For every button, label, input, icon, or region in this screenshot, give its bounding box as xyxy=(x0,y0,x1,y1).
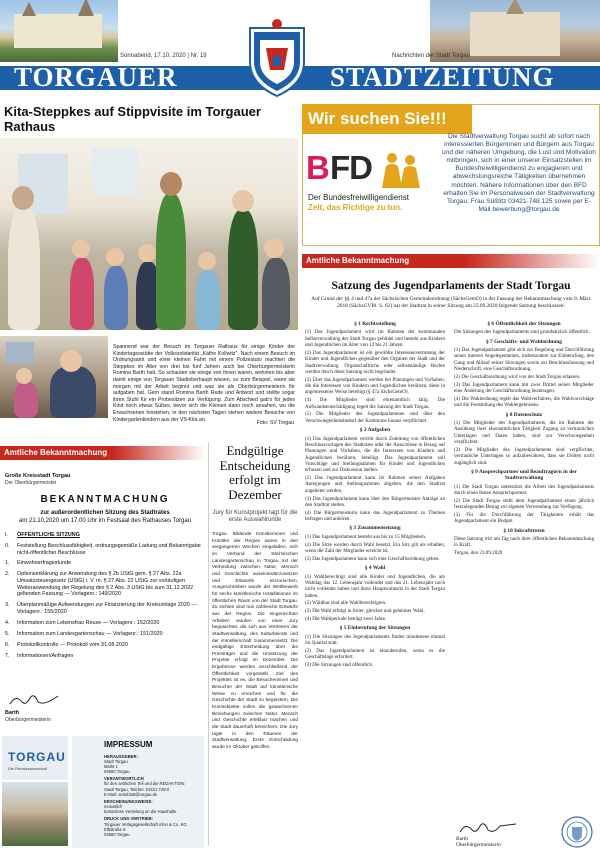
agenda-list xyxy=(5,532,205,664)
header-photo-castle xyxy=(0,0,118,62)
satzung-paragraph: (3) Die Wahl erfolgt in freier, gleicher und geheimer Wahl. xyxy=(305,608,425,615)
satzung-column-1 xyxy=(305,318,445,670)
impressum-line: Stadt Torgau, Telefon: 03421 748-0 xyxy=(104,786,170,792)
satzung-section-heading: § 3 Zusammensetzung xyxy=(349,525,401,532)
satzung-title: Satzung des Jugendparlaments der Stadt Torgau xyxy=(331,280,571,292)
notice-signature-role: Oberbürgermeisterin xyxy=(5,717,51,723)
satzung-paragraph: (2) Wählbar sind alle Wahlberechtigten. xyxy=(305,600,387,607)
satzung-paragraph: (1) Die Mitglieder des Jugendparlaments, die im Rahmen der Ausübung ihrer ehrenamtlichen Tätigkeit Zugang zu vertraulichen Unterlagen und Daten haben, sind zur Verschwiegenheit verpflichtet. xyxy=(454,419,594,445)
decision-body: Torgau. Bildende Künstlerinnen und Künstler der Region waren in den vergangenen Wochen eingeladen, sich im Verbund der Sächsischen Landesgartenschau in Torgau mit der Verbindung zwischen Natur, Mensch und Geschichte auseinanderzusetzen und Entwürfe einzureichen. Ausgeschrieben wurde der Wettbewerb für sechs künstlerische Installationen im öffentlichen Raum von der Stadt Torgau. Zu sichten sind nun zahlreiche Entwürfe aus der Region. Die eingereichten Arbeiten wurden von einer Jury begutachtet, die sich aus Vertretern der Stadtverwaltung, des Kulturbeirats und der Künstlerschaft zusammensetzt. Die endgültige Entscheidung über die Preisträger und die Umsetzung der Projekte erfolgt im Dezember. Die Ergebnisse werden anschließend der Öffentlichkeit vorgestellt. Ziel des Projektes ist es, die Besucherinnen und Besucher der Stadt auf künstlerische Weise zu erreichen und für die Geschichte der Stadt zu begeistern. Die Kunstobjekte sollen die gewachsenen Beziehungen zwischen Natur, Mensch und Geschichte erlebbar machen und die Stadt dauerhaft bereichern. Die Jury tagte in den Räumen der Stadtverwaltung. Erste Entscheidung wurde im Oktober getroffen. xyxy=(212,532,298,750)
agenda-item-number: 1. xyxy=(5,560,10,567)
impressum-line: kostenlose Verteilung an die Haushalte xyxy=(104,809,177,815)
satzung-paragraph: (4) Die Mitglieder sind ehrenamtlich tätig. Die Aufwandsentschädigung regelt die Satzung der Stadt Torgau. xyxy=(305,397,445,410)
satzung-column-2 xyxy=(454,318,594,558)
agenda-item-text: Feststellung Beschlussfähigkeit, ordnungsgemäße Ladung und Bekanntgabe nicht-öffentlicher Beschlüsse xyxy=(17,542,201,556)
agenda-item-number: 0. xyxy=(5,542,10,549)
notice-title: BEKANNTMACHUNG xyxy=(40,494,170,505)
lead-article-photo-small xyxy=(0,336,108,418)
satzung-paragraph: (3) Für die Durchführung der Tätigkeiten erhält das Jugendparlament ein Budget. xyxy=(454,511,594,525)
agenda-item-text: ÖFFENTLICHE SITZUNG xyxy=(17,532,80,538)
agenda-item-number: 6. xyxy=(5,641,10,648)
ad-text: Die Stadtverwaltung Torgau sucht ab sofort nach interessierten Bürgerinnen und Bürgern aus Torgau und der näheren Umgebung, die Lust und Motivation mitbringen, sich in einer unserer Einsatzstellen im Bundesfreiwilligendienst zu engagieren und abwechslungsreiche Tätigkeiten übernehmen möchten. Nähere Informationen über den BFD erhalten Sie im Personalwesen der Stadtverwaltung Torgau: Frau Süßlitz 03421-748 125 sowie per E-Mail bewerbung@torgau.de xyxy=(442,133,596,213)
satzung-section-heading: § 8 Datenschutz xyxy=(505,411,543,418)
agenda-item xyxy=(5,631,205,638)
notice-subtitle: zur außerordentlichen Sitzung des Stadtrates xyxy=(40,510,170,516)
ad-subtitle: Der Bundesfreiwilligendienst xyxy=(308,193,409,202)
satzung-paragraph: (2) Das Jugendparlament ist ein gewählte Interessenvertretung der Kinder und Jugendlichen gegenüber den Organen der Stadt und der Stadtverwaltung. Organschaftliche oder selbstständige Rechte werden durch diese Satzung nicht begründet. xyxy=(305,349,445,375)
agenda-item-number: I. xyxy=(5,532,8,538)
satzung-section-heading: § 4 Wahl xyxy=(364,565,386,572)
torgau-logo-word: TORGAU xyxy=(8,750,66,764)
impressum-line: 04860 Torgau xyxy=(104,769,130,775)
masthead-title-right: STADTZEITUNG xyxy=(330,62,555,92)
satzung-paragraph: (2) Die Mitglieder des Jugendparlaments sind verpflichtet, vertrauliche Unterlagen so aufzubewahren, dass sie Dritten nicht zugänglich sind. xyxy=(454,446,594,466)
satzung-signature-role: Oberbürgermeisterin xyxy=(456,842,501,848)
issue-date: Sonnabend, 17.10. 2020 | Nr. 19 xyxy=(120,53,207,59)
impressum-lines xyxy=(104,752,202,837)
agenda-item xyxy=(5,653,205,660)
satzung-paragraph: (1) Das Jugendparlament gibt sich zur Regelung und Durchführung seiner inneren Angelegenheiten, insbesondere zur Einberufung, den Gang und Ablauf seiner Sitzungen sowie zur Beschlussfassung und Niederschrift, eine Geschäftsordnung. xyxy=(454,347,594,373)
impressum-line: Markt 1 xyxy=(104,764,118,770)
satzung-paragraph: (2) Das Jugendparlament ist einzuberufen, wenn es die Geschäftslage erfordert. xyxy=(305,647,445,661)
signature-icon xyxy=(458,820,518,836)
ad-slogan: Zeit, das Richtige zu tun. xyxy=(308,203,403,212)
satzung-paragraph: (3) Über das Jugendparlament werden bei Planungen und Vorhaben, die die Interessen von Kindern und Jugendlichen berühren, diese in angemessener Weise beteiligt (§ 47a SächsGemO). xyxy=(305,376,445,396)
torgau-logo-tag: Die Renaissancestadt xyxy=(8,766,47,771)
impressum-line: HERAUSGEBER: xyxy=(104,753,138,759)
satzung-signature-name: Barth xyxy=(456,836,468,842)
satzung-paragraph: (3) Das Jugendparlament kann sich eine Geschäftsordnung geben. xyxy=(305,555,440,562)
torgau-logo xyxy=(2,736,68,780)
impressum-line: monatlich xyxy=(104,804,122,810)
impressum-photo xyxy=(2,782,68,846)
impressum-line: DRUCK UND VERTRIEB: xyxy=(104,816,154,822)
impressum-line: 04860 Torgau xyxy=(104,832,130,838)
lead-article-caption: Spannend war der Besuch im Torgauer Rathaus für einige Kinder der Kindertagesstätte der Volkssolidarität „Käthe Kollwitz". Nach einem Besuch im Ordnungsamt und einer kleinen Fahrt mit einem Polizeiauto machten die Steppkes im Alter von drei bis fünf Jahren auch bei Oberbürgermeisterin Romina Barth halt. So schauten sie einige von ihnen waren, wohnten bis aber damit einige von Torgauer Stadtoberhaupt wissen, so zum Beispiel, wann sie morgen mit der Arbeit beginnt und was sie als Oberbürgermeisterin für aufgaben hat. Gern stand Romina Barth Rede und Antwort und stellte sogar ihren Stuhl für ein Probesitzen zur Verfügung. Zum Abschied gab's für jedes Kind noch etwas Süßes, bevor sich die Kleinen dann noch ansahen, wo die Erwachsenen hinstehen, in den nächsten Tagen stehen weitere Besuche von Kindergartenkindern aus der VS-Kita an. xyxy=(113,344,295,423)
satzung-section-heading: § 9 Ansprechpartner und Beauftragte/n in der Stadtverwaltung xyxy=(471,468,577,482)
masthead-title-left: TORGAUER xyxy=(14,62,178,92)
notice-date: am 21.10.2020 um 17.00 Uhr im Festsaal des Rathauses Torgau xyxy=(19,518,191,524)
satzung-paragraph: (1) Das Jugendparlament wird im Rahmen der kommunalen Selbstverwaltung der Stadt Torgau gebildet und besteht aus Kindern und Jugendlichen im Alter von 12 bis 21 Jahren. xyxy=(305,329,445,349)
photo-credit: Foto: SV Torgau xyxy=(256,420,294,426)
notice-signature-name: Barth xyxy=(5,710,20,716)
notice-org-sub: Der Oberbürgermeister xyxy=(5,480,57,486)
satzung-paragraph: (2) Die Stadt Torgau stellt dem Jugendparlament einen jährlich festzulegenden Betrag zur eigenen Verwendung zur Verfügung. xyxy=(454,497,594,511)
satzung-paragraph: (3) Das Jugendparlament kann mit zwei Drittel seiner Mitglieder eine Änderung der Geschäftsordnung beantragen. xyxy=(454,381,594,395)
agenda-item-text: Überplanmäßige Aufwendungen zur Finanzierung der Kreisumlage 2020 — Vorlagenr.: 155/2020 xyxy=(17,602,197,616)
coat-of-arms-icon xyxy=(244,18,310,98)
lead-article-headline: Kita-Steppkes auf Stippvisite im Torgauer Rathaus xyxy=(4,104,261,134)
satzung-paragraph: (5) Die Mitglieder des Jugendparlaments sind über den Verschwiegenheitsbedarf der Kommune hinaus verpflichtet. xyxy=(305,411,445,424)
agenda-item xyxy=(5,642,205,649)
impressum-line: für den amtlichen Teil und die REDAKTION: xyxy=(104,781,186,787)
satzung-paragraph: (1) Die Sitzungen des Jugendparlaments finden mindestens einmal im Quartal statt. xyxy=(305,633,445,647)
agenda-item-number: 4. xyxy=(5,619,10,626)
agenda-item-number: 3. xyxy=(5,602,10,609)
agenda-item-number: 5. xyxy=(5,630,10,637)
satzung-paragraph: (2) Das Jugendparlament kann im Rahmen seiner Aufgaben Anregungen und Stellungnahmen abgeben, die den Stadtrat zugeleitet werden. xyxy=(305,475,445,494)
section-bar-right: Amtliche Bekanntmachung xyxy=(302,254,600,268)
satzung-paragraph: (1) Die Stadt Torgau unterstützt die Arbeit des Jugendparlaments durch einen festen Ansprechpartner. xyxy=(454,483,594,496)
impressum-line: Elbstraße 6 xyxy=(104,826,126,832)
agenda-item xyxy=(5,571,205,598)
seal-icon xyxy=(560,815,594,849)
impressum-line: Stadt Torgau xyxy=(104,758,128,764)
header-tagline: Nachrichten der Stadt Torgau xyxy=(392,53,470,59)
agenda-item-text: Protokollkontrolle — Protokoll vom 31.08.2020 xyxy=(17,641,128,648)
satzung-paragraph: (4) Die Bürgermeisterin kann das Jugendparlament zu Themen befragen und anhören. xyxy=(305,509,445,523)
decision-headline: Endgültige Entscheidung erfolgt im Dezember xyxy=(219,443,291,502)
agenda-item xyxy=(5,620,205,627)
satzung-section-heading: § 7 Geschäfts- und Wahlordnung xyxy=(486,338,562,345)
impressum-line: ERSCHEINUNGSWEISE: xyxy=(104,798,153,804)
agenda-item-text: Einwohnerfragestunde xyxy=(17,560,71,567)
agenda-item-text: Optionserklärung zur Anwendung des § 2b UStG gem. § 27 Abs. 22a Umsatzsteuergesetz (UStG) i. V. m. § 27 Abs. 22 UStG zur vorläufigen Weiteranwendung der Regelung des § 2 Abs. 3 UStG bis zum 31.12.2022 geltenden Fassung — Vorlagenr.: 149/2020 xyxy=(17,571,194,598)
satzung-paragraph: (3) Das Jugendparlament kann über den Bürgermeister Anträge an den Stadtrat stellen. xyxy=(305,495,445,508)
satzung-section-heading: § 10 Inkrafttreten xyxy=(503,527,545,534)
satzung-paragraph: (3) Die Sitzungen sind öffentlich. xyxy=(305,662,374,669)
satzung-paragraph: Torgau, den 23.09.2020 xyxy=(454,550,503,557)
impressum-line: E-Mail: amtsblatt@torgau.de xyxy=(104,792,158,798)
satzung-paragraph: (1) Das Jugendparlament besteht aus bis zu 15 Mitgliedern. xyxy=(305,533,427,540)
signature-icon xyxy=(8,692,60,708)
impressum-line: Torgauer Verlagsgesellschaft mbH & Co. KG xyxy=(104,821,187,827)
agenda-item-text: Information zum Landesgartenschau — Vorlagenr.: 151/2020 xyxy=(17,630,163,637)
satzung-paragraph: (4) Die Wahlperiode beträgt zwei Jahre. xyxy=(305,616,387,623)
column-divider xyxy=(208,442,209,846)
agenda-item xyxy=(5,543,205,556)
agenda-item xyxy=(5,560,205,567)
impressum-line: VERANTWORTLICH xyxy=(104,776,144,782)
satzung-paragraph: (1) Das Jugendparlament vertritt durch Zuleitung von öffentlichen Beschlussvorlagen des Stadtrates oder der Ausschüsse in Bezug auf Planungen und Vorhaben, die die Interessen von Kindern und Jugendlichen berühren, beteiligt. Das Jugendparlament soll Vorschläge und Stellungnahmen für Kinder und Jugendlichen erfassen und zur Diskussion stellen. xyxy=(305,435,445,474)
people-icon xyxy=(378,152,422,188)
agenda-item-number: 2. xyxy=(5,571,10,578)
agenda-item-text: Informationen/Anfragen xyxy=(17,652,74,659)
notice-org: Große Kreisstadt Torgau xyxy=(5,473,71,479)
satzung-section-heading: § 6 Öffentlichkeit der Sitzungen xyxy=(487,321,561,327)
decision-subheadline: Jury für Kunstprojekt tagt für die erste Auswahlrunde xyxy=(212,510,298,524)
bfd-logo xyxy=(306,150,424,190)
satzung-paragraph: (2) Die Geschäftsordnung wird von der Stadt Torgau erlassen. xyxy=(454,373,581,380)
satzung-paragraph: (2) Die Sitze werden durch Wahl besetzt. Ein Sitz gilt als erhalten, wenn die Zahl der Mitglieder erreicht ist. xyxy=(305,541,445,554)
ad-banner: Wir suchen Sie!!! xyxy=(302,104,472,134)
bfd-logo-fd: FD xyxy=(330,149,372,186)
agenda-item-text: Information zum Lebensfrau Reuse — Vorlagenr.: 152/2020 xyxy=(17,619,160,626)
satzung-paragraph: Diese Satzung tritt am Tag nach ihrer öffentlichen Bekanntmachung in Kraft. xyxy=(454,535,594,549)
satzung-paragraph: (4) Die Wahlordnung regelt das Wahlverfahren, die Wahlvorschläge und die Feststellung des Wahlergebnisses. xyxy=(454,395,594,409)
satzung-section-heading: § 1 Rechtsstellung xyxy=(354,321,396,327)
bfd-logo-b: B xyxy=(306,149,330,186)
agenda-item-number: 7. xyxy=(5,652,10,659)
impressum-title: IMPRESSUM xyxy=(104,740,153,749)
section-bar-left: Amtliche Bekanntmachung xyxy=(0,446,205,460)
satzung-section-heading: § 5 Einberufung der Sitzungen xyxy=(339,625,411,632)
agenda-item xyxy=(5,602,205,615)
satzung-intro: Auf Grund der §§ 4 und 47a der Sächsischen Gemeindeordnung (SächsGemO) in der Fassung der Bekanntmachung vom 9. März 2018 (SächsGVBl. S. 62) hat der Stadtrat in seiner Sitzung am 23.09.2020 folgende Satzung beschlossen: xyxy=(311,296,591,309)
satzung-paragraph: Die Sitzungen des Jugendparlaments sind grundsätzlich öffentlich. xyxy=(454,329,590,336)
agenda-item xyxy=(5,532,205,539)
satzung-section-heading: § 2 Aufgaben xyxy=(359,427,391,434)
satzung-paragraph: (1) Wahlberechtigt sind alle Kinder und Jugendlichen, die am Wahltag das 12. Lebensjahr vollendet und das 21. Lebensjahr noch nicht vollendet haben und ihren Hauptwohnsitz in der Stadt Torgau haben. xyxy=(305,573,445,599)
lead-article-photo xyxy=(0,138,298,330)
